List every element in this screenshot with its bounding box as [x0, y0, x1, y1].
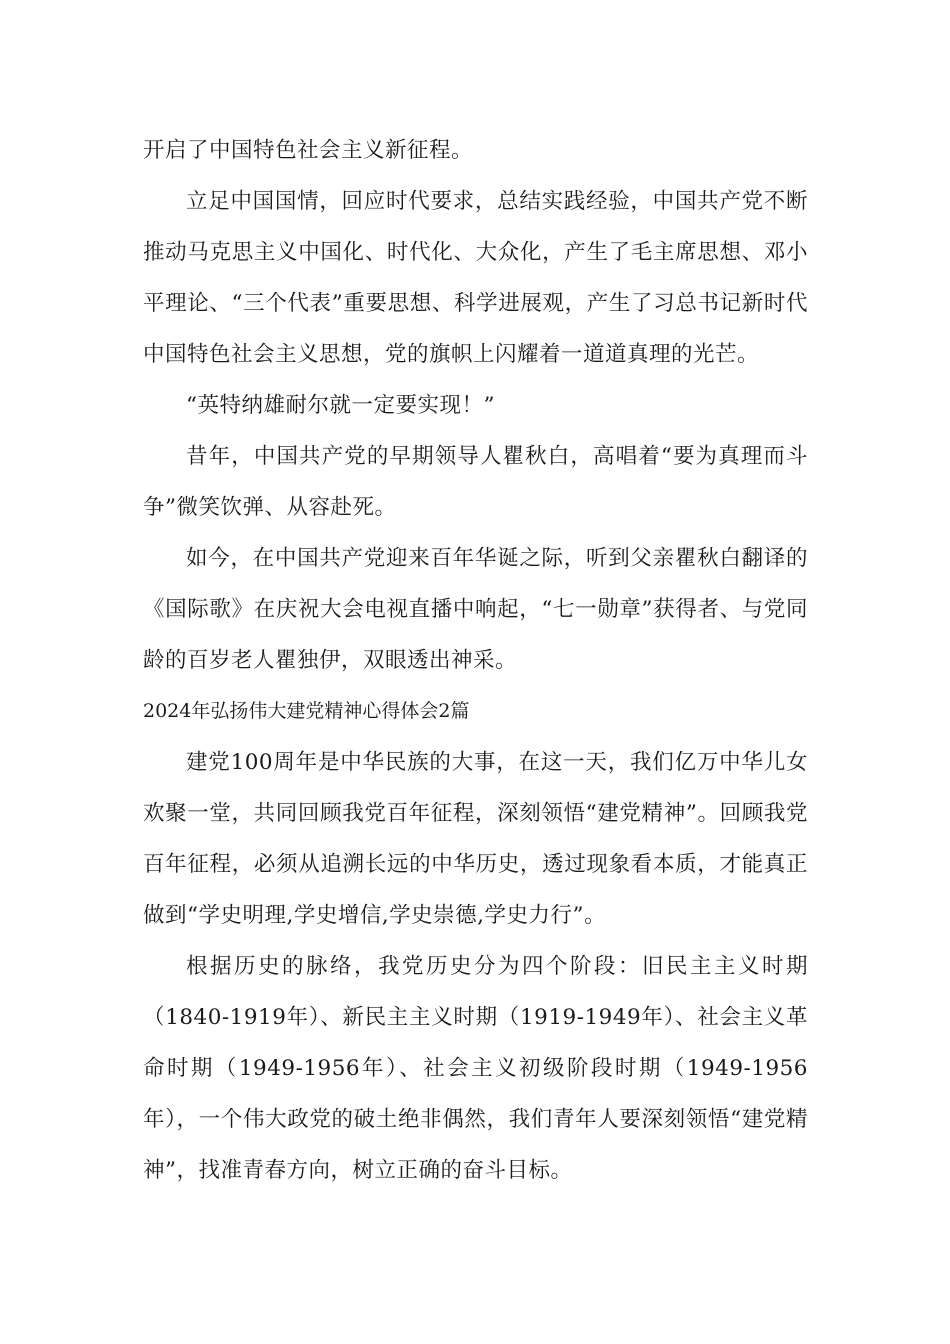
paragraph-4: 昔年，中国共产党的早期领导人瞿秋白，高唱着“要为真理而斗争”微笑饮弹、从容赴死。	[143, 444, 808, 520]
paragraph-3: “英特纳雄耐尔就一定要实现！”	[186, 393, 495, 418]
section-heading: 2024年弘扬伟大建党精神心得体会2篇	[143, 700, 470, 722]
paragraph-2: 立足中国国情，回应时代要求，总结实践经验，中国共产党不断推动马克思主义中国化、时代化、大众化，产生了毛主席思想、邓小平理论、“三个代表”重要思想、科学进展观，产生了习总书记新时代中国特色社会主义思想，党的旗帜上闪耀着一道道真理的光芒。	[143, 189, 808, 367]
paragraph-6: 建党100周年是中华民族的大事，在这一天，我们亿万中华儿女欢聚一堂，共同回顾我党百年征程，深刻领悟“建党精神”。回顾我党百年征程，必须从追溯长远的中华历史，透过现象看本质，才能真正做到“学史明理,学史增信,学史崇德,学史力行”。	[143, 750, 808, 928]
paragraph-1: 开启了中国特色社会主义新征程。	[143, 138, 474, 163]
document-body	[143, 125, 808, 1196]
paragraph-5: 如今，在中国共产党迎来百年华诞之际，听到父亲瞿秋白翻译的《国际歌》在庆祝大会电视直播中响起，“七一勋章”获得者、与党同龄的百岁老人瞿独伊，双眼透出神采。	[143, 546, 808, 673]
paragraph-7: 根据历史的脉络，我党历史分为四个阶段：旧民主主义时期（1840-1919年）、新民主主义时期（1919-1949年）、社会主义革命时期（1949-1956年）、社会主义初级阶段时期（1949-1956年），一个伟大政党的破土绝非偶然，我们青年人要深刻领悟“建党精神”，找准青春方向，树立正确的奋斗目标。	[143, 954, 808, 1183]
